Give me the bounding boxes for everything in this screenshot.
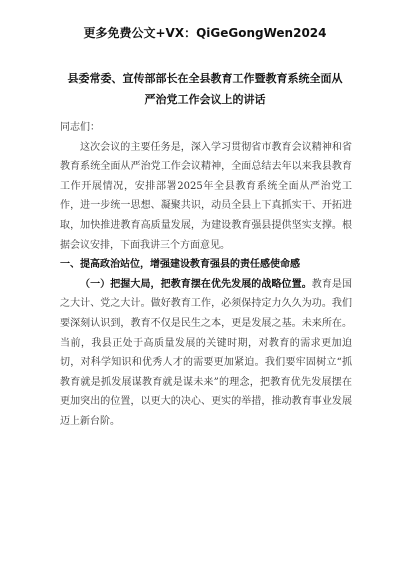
intro-paragraph: 这次会议的主要任务是，深入学习贯彻省市教育会议精神和省教育系统全面从严治党工作会议精神，全面总结去年以来我县教育工作开展情况，安排部署2025年全县教育系统全面从严治党工作，进一步统一思想、凝聚共识，动员全县上下真抓实干、开拓进取，加快推进教育高质量发展，为建设教育强县提供坚实支撑。根据会议安排，下面我讲三个方面意见。 bbox=[60, 141, 352, 251]
document-title bbox=[60, 68, 350, 110]
subsection-1-body: 教育是国之大计、党之大计。做好教育工作，必须保持定力久久为功。我们要深刻认识到，教育不仅是民生之本，更是发展之基。未来所在。当前，我县正处于高质量发展的关键时期，对教育的需求更加迫切，对科学知识和优秀人才的需要更加紧迫。我们要牢固树立“抓教育就是抓发展谋教育就是谋未来”的理念，把教育优先发展摆在更加突出的位置，以更大的决心、更实的举措，推动教育事业发展迈上新台阶。 bbox=[60, 278, 353, 427]
document-body bbox=[60, 118, 352, 432]
header-banner: 更多免费公文+VX：QiGeGongWen2024 bbox=[83, 26, 327, 40]
section-1-heading bbox=[60, 255, 352, 275]
subsection-1-paragraph bbox=[60, 275, 352, 432]
subsection-1-heading: （一）把握大局，把教育摆在优先发展的战略位置。 bbox=[80, 278, 312, 290]
salutation: 同志们： bbox=[60, 122, 100, 133]
title-line-1: 县委常委、宣传部部长在全县教育工作暨教育系统全面从 bbox=[67, 72, 343, 85]
section-1-heading-text: 一、提高政治站位，增强建设教育强县的责任感使命感 bbox=[60, 259, 300, 271]
title-line-2: 严治党工作会议上的讲话 bbox=[144, 93, 266, 106]
